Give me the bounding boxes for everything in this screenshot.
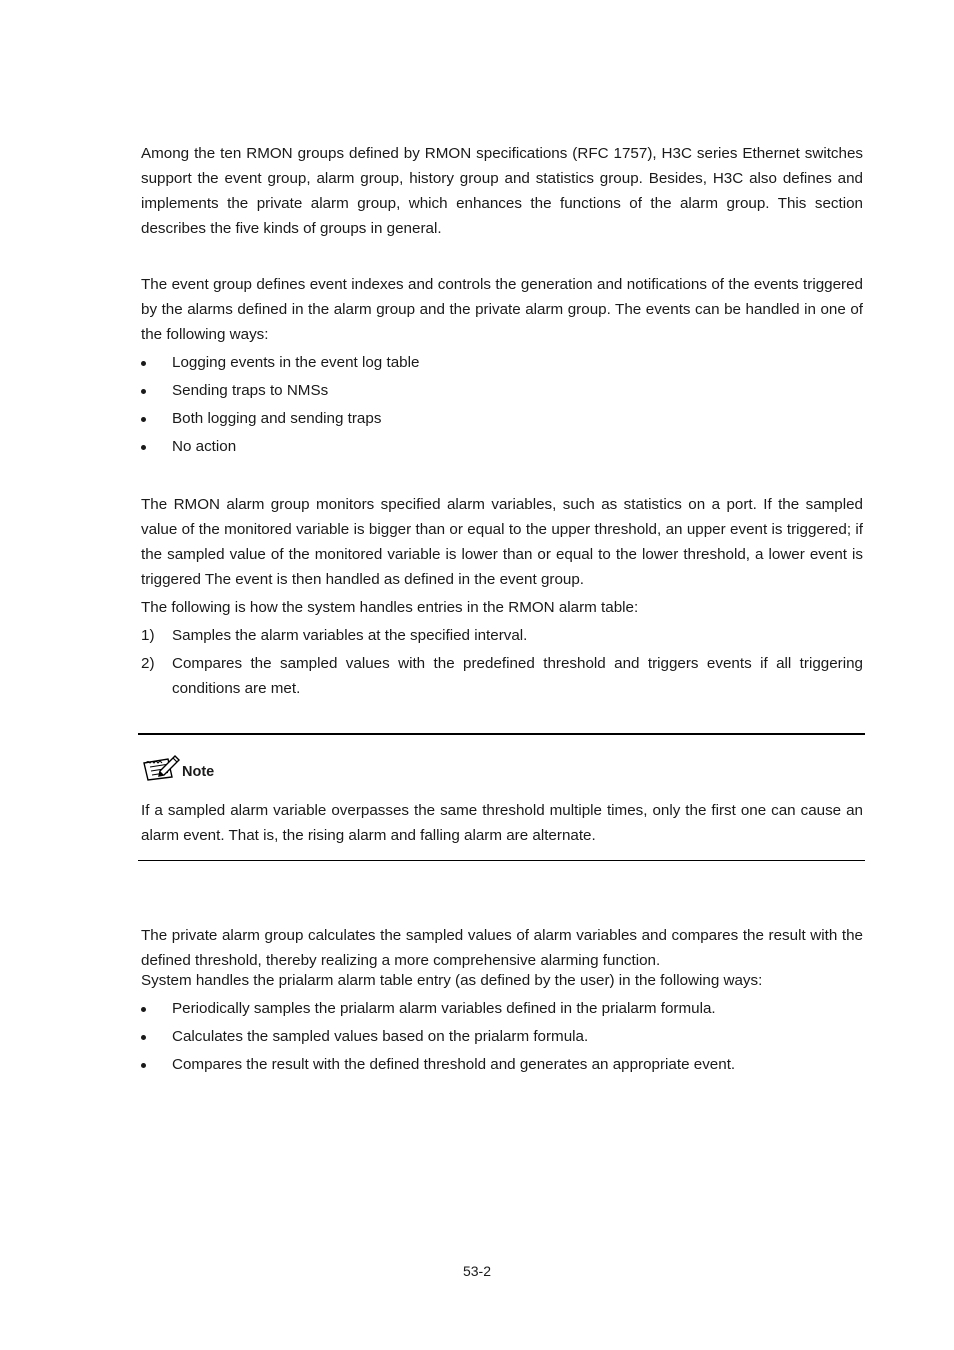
event-group-section bbox=[141, 272, 863, 462]
list-item: 2) Compares the sampled values with the predefined threshold and triggers events if all triggering conditions are met. bbox=[141, 651, 863, 701]
step-number: 1) bbox=[141, 627, 155, 644]
bullet-icon bbox=[141, 1035, 146, 1040]
note-header bbox=[142, 753, 214, 781]
note-pad-pencil-icon bbox=[142, 753, 180, 781]
event-group-paragraph: The event group defines event indexes and controls the generation and notifications of the events triggered by the alarms defined in the alarm group and the private alarm group. The events can be handled in one of the following ways: bbox=[141, 276, 863, 343]
bullet-icon bbox=[141, 1063, 146, 1068]
page-number: 53-2 bbox=[462, 1263, 492, 1279]
list-item: Both logging and sending traps bbox=[141, 406, 863, 431]
private-alarm-section bbox=[141, 923, 863, 1080]
private-alarm-paragraph: The private alarm group calculates the sampled values of alarm variables and compares the result with the defined threshold, thereby realizing a more comprehensive alarming function. bbox=[141, 927, 863, 969]
alarm-group-paragraph: The RMON alarm group monitors specified alarm variables, such as statistics on a port. If the sampled value of the monitored variable is bigger than or equal to the upper threshold, an upper event is triggered; if the sampled value of the monitored variable is lower than or equal to the lower threshold, a lower event is triggered The event is then handled as defined in the event group. bbox=[141, 496, 863, 588]
note-text: If a sampled alarm variable overpasses the same threshold multiple times, only the first one can cause an alarm event. That is, the rising alarm and falling alarm are alternate. bbox=[141, 802, 863, 844]
intro-section bbox=[141, 141, 863, 241]
bullet-icon bbox=[141, 1007, 146, 1012]
step-number: 2) bbox=[141, 655, 155, 672]
list-item: 1) Samples the alarm variables at the specified interval. bbox=[141, 623, 863, 648]
prialarm-handling-list bbox=[141, 996, 863, 1077]
list-item: Sending traps to NMSs bbox=[141, 378, 863, 403]
note-title: Note bbox=[182, 764, 215, 780]
private-alarm-ways-intro: System handles the prialarm alarm table entry (as defined by the user) in the following ways: bbox=[141, 972, 763, 989]
note-box bbox=[138, 733, 865, 861]
list-item: Logging events in the event log table bbox=[141, 350, 863, 375]
list-item: Compares the result with the defined threshold and generates an appropriate event. bbox=[141, 1052, 863, 1077]
bullet-icon bbox=[141, 417, 146, 422]
event-handling-list bbox=[141, 350, 863, 459]
bullet-icon bbox=[141, 361, 146, 366]
list-item: No action bbox=[141, 434, 863, 459]
list-item: Calculates the sampled values based on the prialarm formula. bbox=[141, 1024, 863, 1049]
alarm-group-section bbox=[141, 492, 863, 704]
list-item: Periodically samples the prialarm alarm variables defined in the prialarm formula. bbox=[141, 996, 863, 1021]
bullet-icon bbox=[141, 389, 146, 394]
alarm-steps-list bbox=[141, 623, 863, 701]
intro-paragraph: Among the ten RMON groups defined by RMON specifications (RFC 1757), H3C series Ethernet switches support the event group, alarm group, history group and statistics group. Besides, H3C also defines and implements the private alarm group, which enhances the functions of the alarm group. This section describes the five kinds of groups in general. bbox=[141, 145, 863, 237]
bullet-icon bbox=[141, 445, 146, 450]
alarm-steps-intro: The following is how the system handles entries in the RMON alarm table: bbox=[141, 599, 639, 616]
